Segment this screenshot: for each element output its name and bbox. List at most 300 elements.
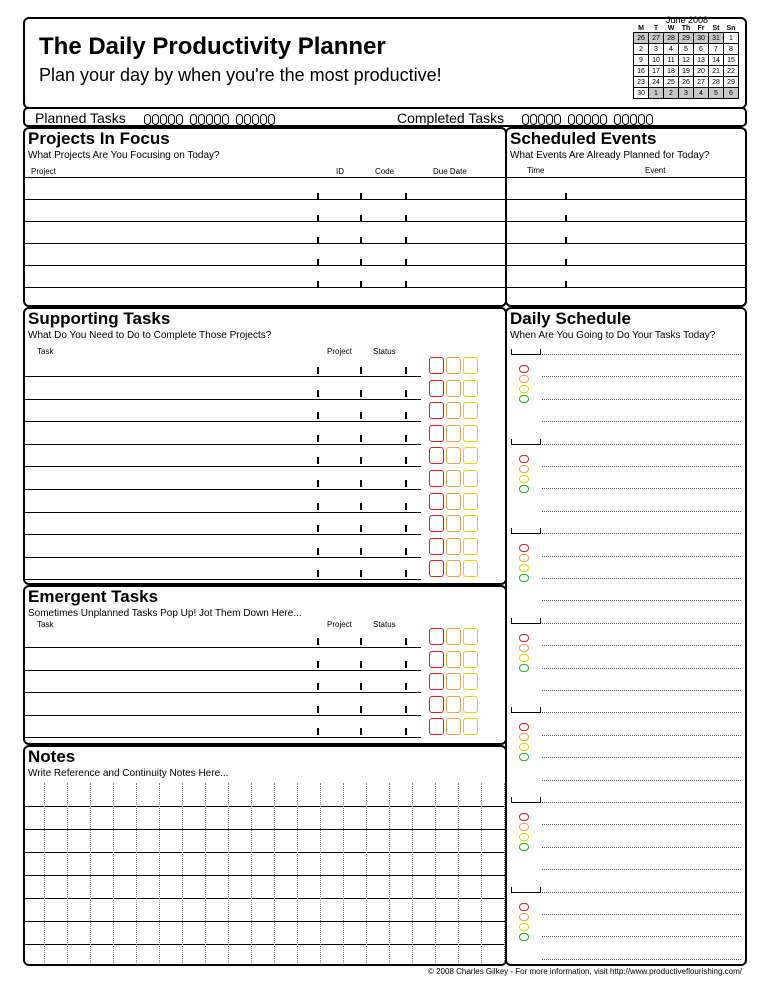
- supporting-col-status: Status: [373, 347, 396, 356]
- notes-grid-dot: [182, 783, 183, 963]
- events-subtitle: What Events Are Already Planned for Today?: [510, 150, 710, 161]
- column-tick: [405, 367, 407, 374]
- schedule-section: [505, 307, 747, 966]
- status-box-red[interactable]: [429, 493, 444, 510]
- counter-circle[interactable]: [168, 114, 175, 125]
- column-tick: [317, 728, 319, 735]
- calendar-day[interactable]: 30: [694, 33, 709, 44]
- notes-row-line: [25, 852, 505, 853]
- counter-circle[interactable]: [244, 114, 251, 125]
- priority-ring-red[interactable]: [519, 544, 529, 552]
- hour-marker: [511, 618, 541, 624]
- notes-row-line: [25, 898, 505, 899]
- column-tick: [405, 525, 407, 532]
- priority-ring-green[interactable]: [519, 395, 529, 403]
- calendar-day[interactable]: 14: [709, 55, 724, 66]
- notes-title: Notes: [28, 747, 76, 766]
- projects-row-line: [25, 243, 505, 244]
- calendar-day[interactable]: 3: [649, 44, 664, 55]
- column-tick: [317, 390, 319, 397]
- completed-tasks-label: Completed Tasks: [397, 110, 505, 126]
- counter-circle[interactable]: [268, 114, 275, 125]
- priority-ring-red[interactable]: [519, 365, 529, 373]
- projects-section: [23, 127, 507, 307]
- notes-row-line: [25, 875, 505, 876]
- column-tick: [405, 661, 407, 668]
- status-box-yellow[interactable]: [463, 718, 478, 735]
- counter-circle[interactable]: [522, 114, 529, 125]
- calendar-day[interactable]: 12: [679, 55, 694, 66]
- column-tick: [317, 412, 319, 419]
- column-tick: [360, 457, 362, 464]
- calendar-day[interactable]: 26: [634, 33, 649, 44]
- emergent-col-project: Project: [327, 620, 352, 629]
- schedule-dotted-line: [542, 354, 741, 355]
- column-tick: [317, 706, 319, 713]
- priority-ring-yellow[interactable]: [519, 743, 529, 751]
- schedule-dotted-line: [542, 556, 741, 557]
- status-box-red[interactable]: [429, 515, 444, 532]
- calendar-day[interactable]: 27: [649, 33, 664, 44]
- column-tick: [317, 215, 319, 222]
- emergent-row-line: [25, 715, 421, 716]
- priority-ring-yellow[interactable]: [519, 833, 529, 841]
- column-tick: [317, 480, 319, 487]
- column-tick: [405, 215, 407, 222]
- status-box-orange[interactable]: [446, 696, 461, 713]
- status-box-red[interactable]: [429, 696, 444, 713]
- emergent-title: Emergent Tasks: [28, 587, 159, 606]
- column-tick: [360, 237, 362, 244]
- priority-ring-orange[interactable]: [519, 375, 529, 383]
- column-tick: [405, 435, 407, 442]
- footer-copyright: © 2008 Charles Gilkey - For more information, visit http://www.productiveflourishing.com/: [427, 967, 742, 976]
- column-tick: [360, 661, 362, 668]
- counter-circle[interactable]: [152, 114, 159, 125]
- status-box-yellow[interactable]: [463, 560, 478, 577]
- status-box-yellow[interactable]: [463, 628, 478, 645]
- supporting-subtitle: What Do You Need to Do to Complete Those Projects?: [28, 330, 272, 341]
- notes-grid-dot: [458, 783, 459, 963]
- calendar-day[interactable]: 5: [679, 44, 694, 55]
- calendar-day[interactable]: 31: [709, 33, 724, 44]
- notes-grid-dot: [297, 783, 298, 963]
- priority-ring-orange[interactable]: [519, 823, 529, 831]
- status-box-orange[interactable]: [446, 357, 461, 374]
- calendar-day[interactable]: 22: [724, 66, 739, 77]
- status-box-red[interactable]: [429, 538, 444, 555]
- emergent-row-line: [25, 692, 421, 693]
- column-tick: [360, 215, 362, 222]
- hour-marker: [511, 707, 541, 713]
- projects-subtitle: What Projects Are You Focusing on Today?: [28, 150, 220, 161]
- counter-circle[interactable]: [214, 114, 221, 125]
- calendar-day[interactable]: 3: [679, 88, 694, 99]
- calendar-grid: [633, 25, 739, 99]
- counter-circle[interactable]: [222, 114, 229, 125]
- status-box-yellow[interactable]: [463, 493, 478, 510]
- notes-grid-dot: [412, 783, 413, 963]
- calendar-day[interactable]: 24: [649, 77, 664, 88]
- priority-ring-red[interactable]: [519, 455, 529, 463]
- status-box-red[interactable]: [429, 470, 444, 487]
- status-box-red[interactable]: [429, 628, 444, 645]
- priority-ring-orange[interactable]: [519, 554, 529, 562]
- column-tick: [565, 281, 567, 288]
- calendar-day[interactable]: 4: [664, 44, 679, 55]
- notes-grid-dot: [205, 783, 206, 963]
- emergent-col-task: Task: [37, 620, 54, 629]
- schedule-dotted-line: [542, 802, 741, 803]
- status-box-yellow[interactable]: [463, 380, 478, 397]
- notes-grid-dot: [67, 783, 68, 963]
- counter-circle[interactable]: [538, 114, 545, 125]
- emergent-col-status: Status: [373, 620, 396, 629]
- calendar-day[interactable]: 7: [709, 44, 724, 55]
- status-box-red[interactable]: [429, 402, 444, 419]
- notes-subtitle: Write Reference and Continuity Notes Here...: [28, 768, 229, 779]
- calendar-day[interactable]: 29: [724, 77, 739, 88]
- status-box-orange[interactable]: [446, 447, 461, 464]
- events-row-line: [507, 265, 745, 266]
- hour-marker: [511, 887, 541, 893]
- schedule-dotted-line: [542, 444, 741, 445]
- schedule-dotted-line: [542, 914, 741, 915]
- calendar-day-header: St: [712, 25, 720, 32]
- column-tick: [405, 706, 407, 713]
- schedule-dotted-line: [542, 511, 741, 512]
- mini-calendar: [633, 16, 741, 99]
- priority-ring-yellow[interactable]: [519, 564, 529, 572]
- status-box-orange[interactable]: [446, 493, 461, 510]
- priority-ring-orange[interactable]: [519, 733, 529, 741]
- calendar-day[interactable]: 30: [634, 88, 649, 99]
- notes-grid-dot: [481, 783, 482, 963]
- status-box-orange[interactable]: [446, 425, 461, 442]
- calendar-day[interactable]: 25: [664, 77, 679, 88]
- status-box-yellow[interactable]: [463, 357, 478, 374]
- calendar-day[interactable]: 15: [724, 55, 739, 66]
- notes-grid-dot: [274, 783, 275, 963]
- calendar-month: June 2008: [665, 15, 709, 25]
- column-tick: [360, 548, 362, 555]
- priority-ring-red[interactable]: [519, 903, 529, 911]
- column-tick: [360, 412, 362, 419]
- column-tick: [360, 570, 362, 577]
- schedule-dotted-line: [542, 757, 741, 758]
- priority-ring-red[interactable]: [519, 634, 529, 642]
- column-tick: [360, 435, 362, 442]
- calendar-day[interactable]: 11: [664, 55, 679, 66]
- priority-ring-green[interactable]: [519, 753, 529, 761]
- priority-ring-orange[interactable]: [519, 913, 529, 921]
- counter-circle[interactable]: [568, 114, 575, 125]
- column-tick: [405, 259, 407, 266]
- column-tick: [317, 281, 319, 288]
- calendar-day[interactable]: 27: [694, 77, 709, 88]
- counter-circle[interactable]: [252, 114, 259, 125]
- column-tick: [405, 683, 407, 690]
- counter-circle[interactable]: [206, 114, 213, 125]
- column-tick: [360, 706, 362, 713]
- counter-circle-group: [567, 114, 607, 125]
- counter-circle[interactable]: [592, 114, 599, 125]
- counter-circle[interactable]: [546, 114, 553, 125]
- projects-row-line: [25, 265, 505, 266]
- events-title: Scheduled Events: [510, 129, 657, 148]
- calendar-day[interactable]: 23: [634, 77, 649, 88]
- counter-circle[interactable]: [144, 114, 151, 125]
- calendar-day[interactable]: 18: [664, 66, 679, 77]
- column-tick: [317, 503, 319, 510]
- status-box-red[interactable]: [429, 357, 444, 374]
- projects-row-line: [25, 287, 505, 288]
- priority-ring-orange[interactable]: [519, 644, 529, 652]
- column-tick: [565, 193, 567, 200]
- status-box-red[interactable]: [429, 380, 444, 397]
- calendar-day-header: Th: [681, 25, 691, 32]
- supporting-row-line: [25, 421, 421, 422]
- counter-circle[interactable]: [176, 114, 183, 125]
- supporting-row-line: [25, 399, 421, 400]
- column-tick: [317, 193, 319, 200]
- events-section: [505, 127, 747, 307]
- calendar-day[interactable]: 9: [634, 55, 649, 66]
- column-tick: [405, 193, 407, 200]
- counter-circle-group: [521, 114, 561, 125]
- schedule-dotted-line: [542, 466, 741, 467]
- calendar-day-header: Fr: [697, 25, 705, 32]
- schedule-dotted-line: [542, 645, 741, 646]
- calendar-day[interactable]: 19: [679, 66, 694, 77]
- counter-circle[interactable]: [160, 114, 167, 125]
- notes-grid-dot: [343, 783, 344, 963]
- page-title: The Daily Productivity Planner: [39, 33, 386, 60]
- supporting-row-line: [25, 489, 421, 490]
- status-box-yellow[interactable]: [463, 673, 478, 690]
- counter-circle[interactable]: [614, 114, 621, 125]
- page-subtitle: Plan your day by when you're the most productive!: [39, 65, 442, 85]
- notes-row-line: [25, 921, 505, 922]
- status-box-orange[interactable]: [446, 470, 461, 487]
- column-tick: [405, 412, 407, 419]
- status-box-red[interactable]: [429, 651, 444, 668]
- counter-circle[interactable]: [236, 114, 243, 125]
- calendar-day[interactable]: 20: [694, 66, 709, 77]
- column-tick: [405, 503, 407, 510]
- counter-circle[interactable]: [260, 114, 267, 125]
- priority-ring-green[interactable]: [519, 574, 529, 582]
- column-tick: [317, 237, 319, 244]
- status-box-orange[interactable]: [446, 718, 461, 735]
- emergent-row-line: [25, 647, 421, 648]
- emergent-section: [23, 585, 507, 745]
- priority-ring-orange[interactable]: [519, 465, 529, 473]
- counter-circle-group: [189, 114, 229, 125]
- priority-ring-red[interactable]: [519, 813, 529, 821]
- calendar-day[interactable]: 6: [694, 44, 709, 55]
- status-box-red[interactable]: [429, 673, 444, 690]
- counter-circle[interactable]: [638, 114, 645, 125]
- calendar-day[interactable]: 2: [664, 88, 679, 99]
- calendar-day[interactable]: 13: [694, 55, 709, 66]
- calendar-day[interactable]: 17: [649, 66, 664, 77]
- status-box-yellow[interactable]: [463, 470, 478, 487]
- priority-ring-yellow[interactable]: [519, 923, 529, 931]
- calendar-day[interactable]: 8: [724, 44, 739, 55]
- status-box-red[interactable]: [429, 447, 444, 464]
- priority-ring-green[interactable]: [519, 664, 529, 672]
- status-box-yellow[interactable]: [463, 515, 478, 532]
- column-tick: [405, 390, 407, 397]
- schedule-dotted-line: [542, 668, 741, 669]
- calendar-day[interactable]: 29: [679, 33, 694, 44]
- schedule-dotted-line: [542, 869, 741, 870]
- calendar-day[interactable]: 2: [634, 44, 649, 55]
- status-box-orange[interactable]: [446, 402, 461, 419]
- events-row-line: [507, 221, 745, 222]
- status-box-yellow[interactable]: [463, 425, 478, 442]
- hour-marker: [511, 528, 541, 534]
- column-tick: [317, 367, 319, 374]
- counter-circle[interactable]: [584, 114, 591, 125]
- supporting-row-line: [25, 534, 421, 535]
- counter-circle[interactable]: [600, 114, 607, 125]
- calendar-day[interactable]: 10: [649, 55, 664, 66]
- counters-bar: [23, 107, 747, 127]
- calendar-day[interactable]: 5: [709, 88, 724, 99]
- schedule-dotted-line: [542, 936, 741, 937]
- status-box-red[interactable]: [429, 425, 444, 442]
- projects-row-line: [25, 177, 505, 178]
- column-tick: [405, 728, 407, 735]
- calendar-day[interactable]: 26: [679, 77, 694, 88]
- schedule-dotted-line: [542, 847, 741, 848]
- column-tick: [565, 237, 567, 244]
- events-row-line: [507, 199, 745, 200]
- projects-row-line: [25, 221, 505, 222]
- counter-circle-group: [235, 114, 275, 125]
- status-box-yellow[interactable]: [463, 538, 478, 555]
- supporting-row-line: [25, 376, 421, 377]
- calendar-day[interactable]: 1: [724, 33, 739, 44]
- calendar-day[interactable]: 28: [709, 77, 724, 88]
- status-box-orange[interactable]: [446, 628, 461, 645]
- counter-circle[interactable]: [190, 114, 197, 125]
- counter-circle[interactable]: [554, 114, 561, 125]
- hour-marker: [511, 797, 541, 803]
- supporting-section: [23, 307, 507, 585]
- notes-section: [23, 745, 507, 966]
- priority-ring-green[interactable]: [519, 485, 529, 493]
- notes-grid-dot: [389, 783, 390, 963]
- column-tick: [405, 638, 407, 645]
- calendar-day[interactable]: 1: [649, 88, 664, 99]
- column-tick: [405, 237, 407, 244]
- events-row-line: [507, 287, 745, 288]
- supporting-col-task: Task: [37, 347, 54, 356]
- counter-circle[interactable]: [622, 114, 629, 125]
- schedule-dotted-line: [542, 780, 741, 781]
- counter-circle[interactable]: [530, 114, 537, 125]
- calendar-day-header: W: [667, 25, 675, 32]
- priority-ring-green[interactable]: [519, 933, 529, 941]
- supporting-row-line: [25, 557, 421, 558]
- notes-grid-dot: [159, 783, 160, 963]
- column-tick: [360, 480, 362, 487]
- counter-circle[interactable]: [646, 114, 653, 125]
- counter-circle[interactable]: [630, 114, 637, 125]
- counter-circle[interactable]: [576, 114, 583, 125]
- notes-grid-dot: [136, 783, 137, 963]
- status-box-orange[interactable]: [446, 380, 461, 397]
- notes-grid-dot: [366, 783, 367, 963]
- calendar-day[interactable]: 28: [664, 33, 679, 44]
- events-col-event: Event: [645, 166, 666, 175]
- emergent-row-line: [25, 670, 421, 671]
- priority-ring-yellow[interactable]: [519, 385, 529, 393]
- status-box-orange[interactable]: [446, 538, 461, 555]
- calendar-day[interactable]: 16: [634, 66, 649, 77]
- status-box-yellow[interactable]: [463, 696, 478, 713]
- column-tick: [317, 457, 319, 464]
- calendar-day[interactable]: 6: [724, 88, 739, 99]
- emergent-row-line: [25, 737, 421, 738]
- supporting-row-line: [25, 466, 421, 467]
- schedule-dotted-line: [542, 399, 741, 400]
- status-box-orange[interactable]: [446, 651, 461, 668]
- column-tick: [405, 480, 407, 487]
- events-col-time: Time: [527, 166, 545, 175]
- column-tick: [360, 193, 362, 200]
- schedule-dotted-line: [542, 376, 741, 377]
- notes-grid-dot: [228, 783, 229, 963]
- status-box-yellow[interactable]: [463, 447, 478, 464]
- column-tick: [405, 548, 407, 555]
- status-box-yellow[interactable]: [463, 651, 478, 668]
- status-box-yellow[interactable]: [463, 402, 478, 419]
- status-box-orange[interactable]: [446, 560, 461, 577]
- priority-ring-green[interactable]: [519, 843, 529, 851]
- notes-grid-dot: [504, 783, 505, 963]
- priority-ring-yellow[interactable]: [519, 654, 529, 662]
- notes-grid-dot: [320, 783, 321, 963]
- status-box-red[interactable]: [429, 560, 444, 577]
- status-box-orange[interactable]: [446, 673, 461, 690]
- column-tick: [360, 281, 362, 288]
- column-tick: [360, 638, 362, 645]
- emergent-subtitle: Sometimes Unplanned Tasks Pop Up! Jot Them Down Here...: [28, 608, 302, 619]
- schedule-dotted-line: [542, 578, 741, 579]
- column-tick: [360, 728, 362, 735]
- schedule-dotted-line: [542, 712, 741, 713]
- priority-ring-yellow[interactable]: [519, 475, 529, 483]
- column-tick: [360, 525, 362, 532]
- status-box-orange[interactable]: [446, 515, 461, 532]
- column-tick: [317, 683, 319, 690]
- notes-grid-dot: [435, 783, 436, 963]
- column-tick: [317, 259, 319, 266]
- hour-marker: [511, 349, 541, 355]
- priority-ring-red[interactable]: [519, 723, 529, 731]
- counter-circle[interactable]: [198, 114, 205, 125]
- status-box-red[interactable]: [429, 718, 444, 735]
- calendar-day[interactable]: 21: [709, 66, 724, 77]
- column-tick: [360, 503, 362, 510]
- schedule-dotted-line: [542, 824, 741, 825]
- calendar-day[interactable]: 4: [694, 88, 709, 99]
- calendar-day-header: M: [638, 25, 644, 32]
